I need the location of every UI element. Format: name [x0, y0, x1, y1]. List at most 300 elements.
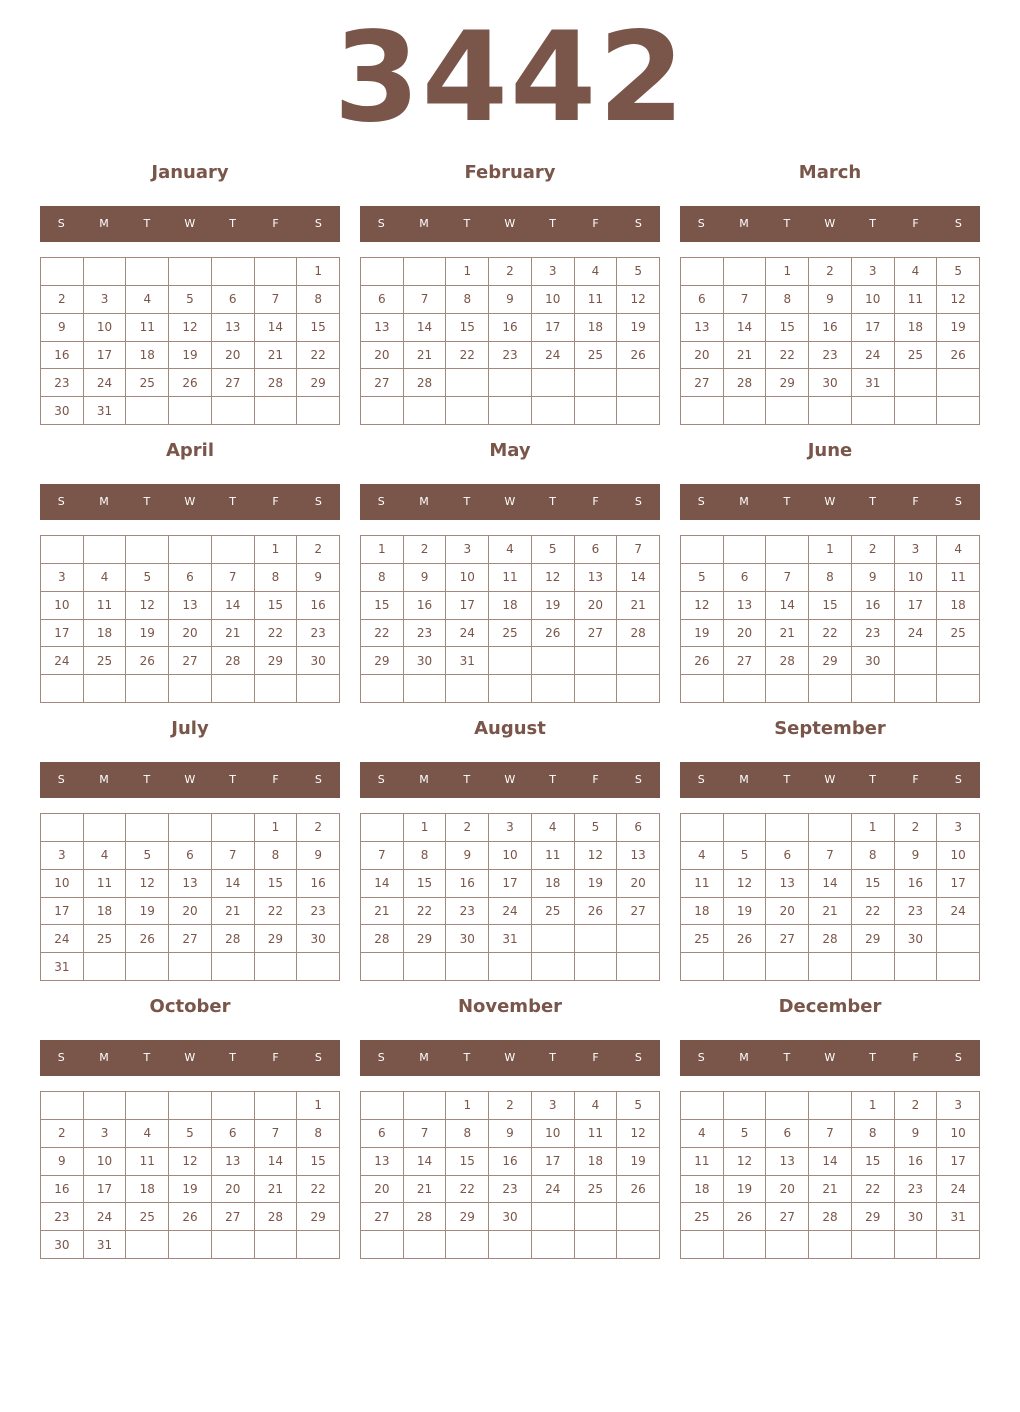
day-cell: 17	[84, 342, 127, 370]
day-cell: 3	[41, 564, 84, 592]
empty-day-cell	[169, 814, 212, 842]
day-cell: 13	[766, 870, 809, 898]
empty-day-cell	[126, 675, 169, 703]
day-cell: 10	[84, 314, 127, 342]
day-cell: 24	[852, 342, 895, 370]
empty-day-cell	[681, 397, 724, 425]
day-cell: 6	[169, 842, 212, 870]
day-cell: 27	[617, 898, 660, 926]
day-cell: 17	[937, 1148, 980, 1176]
weekday-label: M	[99, 773, 110, 786]
day-cell: 21	[212, 898, 255, 926]
weekday-label: F	[912, 495, 920, 508]
day-cell: 8	[255, 842, 298, 870]
day-cell: 18	[575, 1148, 618, 1176]
day-grid	[680, 535, 980, 703]
day-cell: 20	[575, 592, 618, 620]
day-cell: 12	[617, 1120, 660, 1148]
empty-day-cell	[297, 1231, 340, 1259]
day-cell: 20	[212, 1176, 255, 1204]
day-cell: 10	[84, 1148, 127, 1176]
empty-day-cell	[809, 1092, 852, 1120]
empty-day-cell	[937, 1231, 980, 1259]
empty-day-cell	[724, 953, 767, 981]
empty-day-cell	[937, 925, 980, 953]
day-cell: 9	[895, 842, 938, 870]
day-cell: 2	[404, 536, 447, 564]
day-cell: 1	[255, 536, 298, 564]
day-cell: 15	[766, 314, 809, 342]
day-cell: 3	[937, 1092, 980, 1120]
weekday-label: M	[419, 773, 430, 786]
weekday-header	[680, 1040, 980, 1076]
day-cell: 12	[126, 592, 169, 620]
weekday-label: M	[739, 495, 750, 508]
day-cell: 25	[575, 342, 618, 370]
day-grid	[360, 535, 660, 703]
day-cell: 10	[937, 842, 980, 870]
day-cell: 26	[532, 620, 575, 648]
day-cell: 18	[126, 342, 169, 370]
day-cell: 4	[84, 564, 127, 592]
weekday-header	[360, 1040, 660, 1076]
empty-day-cell	[212, 953, 255, 981]
empty-day-cell	[84, 814, 127, 842]
weekday-label: W	[504, 217, 516, 230]
day-cell: 30	[852, 647, 895, 675]
day-cell: 10	[41, 592, 84, 620]
weekday-label: T	[869, 217, 877, 230]
weekday-label: T	[463, 495, 471, 508]
month-name: October	[149, 996, 231, 1017]
day-cell: 17	[532, 1148, 575, 1176]
day-cell: 2	[446, 814, 489, 842]
day-grid	[40, 813, 340, 981]
empty-day-cell	[575, 369, 618, 397]
day-cell: 6	[212, 1120, 255, 1148]
weekday-label: W	[184, 217, 196, 230]
day-grid	[40, 257, 340, 425]
day-cell: 10	[895, 564, 938, 592]
empty-day-cell	[489, 675, 532, 703]
weekday-header	[680, 206, 980, 242]
day-cell: 22	[446, 342, 489, 370]
day-cell: 21	[255, 1176, 298, 1204]
weekday-label: W	[184, 1051, 196, 1064]
day-cell: 20	[361, 1176, 404, 1204]
month-name: June	[807, 440, 853, 461]
day-cell: 31	[84, 1231, 127, 1259]
weekday-label: T	[463, 1051, 471, 1064]
day-cell: 25	[532, 898, 575, 926]
day-cell: 16	[297, 870, 340, 898]
day-cell: 8	[361, 564, 404, 592]
day-cell: 13	[212, 314, 255, 342]
empty-day-cell	[532, 675, 575, 703]
day-cell: 6	[681, 286, 724, 314]
day-cell: 9	[41, 314, 84, 342]
empty-day-cell	[724, 675, 767, 703]
day-cell: 5	[575, 814, 618, 842]
day-cell: 19	[724, 898, 767, 926]
day-cell: 15	[297, 314, 340, 342]
empty-day-cell	[766, 953, 809, 981]
day-cell: 22	[404, 898, 447, 926]
weekday-label: T	[143, 773, 151, 786]
day-cell: 26	[126, 647, 169, 675]
day-cell: 8	[852, 1120, 895, 1148]
weekday-label: F	[272, 495, 280, 508]
day-cell: 31	[41, 953, 84, 981]
weekday-label: F	[272, 773, 280, 786]
day-cell: 17	[895, 592, 938, 620]
day-cell: 28	[255, 369, 298, 397]
day-cell: 9	[489, 286, 532, 314]
empty-day-cell	[126, 536, 169, 564]
day-cell: 10	[41, 870, 84, 898]
day-cell: 19	[169, 342, 212, 370]
year-title: 3442	[333, 6, 687, 150]
day-cell: 13	[169, 870, 212, 898]
weekday-label: S	[697, 773, 706, 786]
day-cell: 12	[532, 564, 575, 592]
empty-day-cell	[126, 258, 169, 286]
empty-day-cell	[766, 397, 809, 425]
empty-day-cell	[724, 1231, 767, 1259]
day-cell: 21	[212, 620, 255, 648]
day-cell: 28	[361, 925, 404, 953]
empty-day-cell	[575, 647, 618, 675]
empty-day-cell	[575, 925, 618, 953]
day-cell: 30	[41, 397, 84, 425]
day-cell: 2	[895, 1092, 938, 1120]
day-cell: 28	[724, 369, 767, 397]
day-cell: 23	[297, 620, 340, 648]
day-cell: 31	[446, 647, 489, 675]
day-cell: 23	[297, 898, 340, 926]
weekday-header	[360, 484, 660, 520]
day-cell: 10	[532, 1120, 575, 1148]
day-cell: 27	[766, 1203, 809, 1231]
weekday-label: T	[143, 217, 151, 230]
day-cell: 7	[809, 842, 852, 870]
day-cell: 17	[532, 314, 575, 342]
day-cell: 26	[937, 342, 980, 370]
day-cell: 24	[84, 369, 127, 397]
weekday-header	[40, 484, 340, 520]
empty-day-cell	[212, 675, 255, 703]
empty-day-cell	[575, 675, 618, 703]
day-grid	[40, 535, 340, 703]
day-cell: 4	[681, 842, 724, 870]
day-cell: 4	[532, 814, 575, 842]
empty-day-cell	[255, 258, 298, 286]
day-cell: 18	[895, 314, 938, 342]
empty-day-cell	[809, 814, 852, 842]
day-cell: 15	[446, 314, 489, 342]
day-cell: 8	[297, 286, 340, 314]
weekday-label: T	[869, 773, 877, 786]
day-cell: 5	[724, 842, 767, 870]
day-cell: 28	[617, 620, 660, 648]
day-cell: 2	[489, 258, 532, 286]
day-cell: 22	[361, 620, 404, 648]
day-cell: 2	[41, 286, 84, 314]
empty-day-cell	[895, 953, 938, 981]
day-cell: 29	[852, 925, 895, 953]
day-cell: 7	[809, 1120, 852, 1148]
day-cell: 17	[852, 314, 895, 342]
day-cell: 26	[724, 925, 767, 953]
day-cell: 16	[404, 592, 447, 620]
day-cell: 20	[766, 1176, 809, 1204]
day-cell: 25	[575, 1176, 618, 1204]
day-cell: 25	[84, 925, 127, 953]
empty-day-cell	[575, 1231, 618, 1259]
empty-day-cell	[575, 1203, 618, 1231]
empty-day-cell	[895, 1231, 938, 1259]
empty-day-cell	[937, 397, 980, 425]
weekday-label: T	[783, 773, 791, 786]
month-name: April	[165, 440, 215, 461]
month-name: July	[171, 718, 209, 739]
day-cell: 19	[937, 314, 980, 342]
day-cell: 3	[532, 1092, 575, 1120]
day-cell: 16	[297, 592, 340, 620]
empty-day-cell	[446, 1231, 489, 1259]
day-cell: 23	[489, 342, 532, 370]
day-cell: 12	[681, 592, 724, 620]
day-cell: 2	[809, 258, 852, 286]
day-cell: 5	[681, 564, 724, 592]
empty-day-cell	[212, 536, 255, 564]
empty-day-cell	[617, 397, 660, 425]
empty-day-cell	[361, 397, 404, 425]
month-name: May	[489, 440, 531, 461]
day-cell: 28	[404, 369, 447, 397]
day-cell: 16	[852, 592, 895, 620]
day-cell: 9	[404, 564, 447, 592]
empty-day-cell	[361, 258, 404, 286]
day-cell: 16	[489, 314, 532, 342]
weekday-label: S	[634, 1051, 643, 1064]
day-cell: 24	[41, 647, 84, 675]
day-cell: 22	[766, 342, 809, 370]
weekday-label: F	[592, 773, 600, 786]
day-cell: 7	[766, 564, 809, 592]
day-cell: 19	[681, 620, 724, 648]
day-cell: 25	[84, 647, 127, 675]
empty-day-cell	[681, 814, 724, 842]
empty-day-cell	[895, 369, 938, 397]
weekday-label: T	[549, 773, 557, 786]
day-cell: 1	[404, 814, 447, 842]
day-cell: 6	[361, 1120, 404, 1148]
day-cell: 11	[895, 286, 938, 314]
day-cell: 12	[724, 870, 767, 898]
weekday-label: W	[824, 495, 836, 508]
day-cell: 11	[84, 870, 127, 898]
day-cell: 9	[809, 286, 852, 314]
day-cell: 17	[446, 592, 489, 620]
weekday-label: S	[634, 773, 643, 786]
day-cell: 30	[297, 647, 340, 675]
weekday-label: W	[504, 1051, 516, 1064]
day-cell: 9	[489, 1120, 532, 1148]
weekday-label: T	[229, 495, 237, 508]
empty-day-cell	[255, 675, 298, 703]
day-cell: 30	[404, 647, 447, 675]
empty-day-cell	[681, 1092, 724, 1120]
day-grid	[360, 257, 660, 425]
empty-day-cell	[255, 1092, 298, 1120]
weekday-header	[680, 484, 980, 520]
day-cell: 24	[532, 342, 575, 370]
day-cell: 3	[937, 814, 980, 842]
day-cell: 18	[681, 1176, 724, 1204]
day-cell: 3	[446, 536, 489, 564]
day-cell: 14	[212, 870, 255, 898]
day-cell: 18	[532, 870, 575, 898]
day-cell: 21	[809, 898, 852, 926]
day-cell: 31	[852, 369, 895, 397]
month-name: November	[457, 996, 563, 1017]
empty-day-cell	[532, 953, 575, 981]
weekday-label: W	[824, 217, 836, 230]
day-cell: 29	[809, 647, 852, 675]
day-cell: 16	[41, 342, 84, 370]
weekday-label: S	[634, 495, 643, 508]
empty-day-cell	[724, 397, 767, 425]
empty-day-cell	[489, 369, 532, 397]
empty-day-cell	[489, 1231, 532, 1259]
empty-day-cell	[297, 953, 340, 981]
weekday-label: S	[314, 217, 323, 230]
day-cell: 31	[937, 1203, 980, 1231]
weekday-label: T	[549, 217, 557, 230]
day-cell: 1	[446, 1092, 489, 1120]
weekday-label: T	[783, 217, 791, 230]
weekday-label: M	[739, 1051, 750, 1064]
empty-day-cell	[169, 536, 212, 564]
day-cell: 7	[212, 564, 255, 592]
empty-day-cell	[937, 369, 980, 397]
day-cell: 10	[446, 564, 489, 592]
day-cell: 7	[212, 842, 255, 870]
empty-day-cell	[255, 397, 298, 425]
day-cell: 19	[617, 1148, 660, 1176]
day-cell: 24	[532, 1176, 575, 1204]
weekday-header	[40, 762, 340, 798]
day-cell: 20	[617, 870, 660, 898]
day-cell: 19	[575, 870, 618, 898]
empty-day-cell	[212, 397, 255, 425]
day-cell: 16	[895, 870, 938, 898]
empty-day-cell	[404, 1092, 447, 1120]
day-cell: 5	[169, 286, 212, 314]
day-cell: 3	[489, 814, 532, 842]
day-cell: 28	[212, 925, 255, 953]
empty-day-cell	[404, 675, 447, 703]
day-cell: 15	[852, 1148, 895, 1176]
day-cell: 5	[126, 564, 169, 592]
day-cell: 14	[809, 870, 852, 898]
day-cell: 16	[446, 870, 489, 898]
day-cell: 14	[255, 314, 298, 342]
empty-day-cell	[126, 1092, 169, 1120]
month-name: August	[474, 718, 546, 739]
empty-day-cell	[84, 1092, 127, 1120]
empty-day-cell	[617, 675, 660, 703]
empty-day-cell	[681, 675, 724, 703]
day-cell: 13	[361, 314, 404, 342]
day-cell: 24	[41, 925, 84, 953]
weekday-label: S	[954, 495, 963, 508]
day-cell: 24	[895, 620, 938, 648]
day-cell: 19	[169, 1176, 212, 1204]
empty-day-cell	[852, 675, 895, 703]
day-cell: 12	[617, 286, 660, 314]
day-cell: 1	[852, 814, 895, 842]
weekday-label: S	[314, 495, 323, 508]
day-cell: 20	[681, 342, 724, 370]
empty-day-cell	[126, 397, 169, 425]
day-cell: 22	[852, 898, 895, 926]
day-cell: 30	[41, 1231, 84, 1259]
day-cell: 8	[852, 842, 895, 870]
day-cell: 15	[446, 1148, 489, 1176]
weekday-label: S	[954, 1051, 963, 1064]
day-cell: 25	[937, 620, 980, 648]
day-cell: 21	[766, 620, 809, 648]
day-cell: 30	[895, 925, 938, 953]
day-cell: 14	[404, 1148, 447, 1176]
day-cell: 15	[404, 870, 447, 898]
month-name: March	[798, 162, 862, 183]
weekday-label: F	[272, 1051, 280, 1064]
weekday-header	[40, 1040, 340, 1076]
day-cell: 5	[617, 1092, 660, 1120]
empty-day-cell	[126, 953, 169, 981]
empty-day-cell	[84, 675, 127, 703]
weekday-label: M	[739, 773, 750, 786]
day-cell: 15	[297, 1148, 340, 1176]
day-cell: 18	[84, 898, 127, 926]
day-cell: 13	[575, 564, 618, 592]
weekday-label: S	[57, 495, 66, 508]
day-cell: 1	[766, 258, 809, 286]
day-cell: 9	[446, 842, 489, 870]
empty-day-cell	[532, 397, 575, 425]
day-cell: 15	[255, 592, 298, 620]
day-cell: 15	[809, 592, 852, 620]
weekday-label: M	[99, 495, 110, 508]
empty-day-cell	[255, 1231, 298, 1259]
weekday-label: S	[377, 495, 386, 508]
day-cell: 4	[681, 1120, 724, 1148]
day-cell: 11	[575, 1120, 618, 1148]
weekday-label: W	[824, 1051, 836, 1064]
day-cell: 4	[489, 536, 532, 564]
empty-day-cell	[681, 258, 724, 286]
day-cell: 26	[575, 898, 618, 926]
day-cell: 30	[809, 369, 852, 397]
day-cell: 29	[255, 647, 298, 675]
empty-day-cell	[532, 925, 575, 953]
day-cell: 29	[766, 369, 809, 397]
day-cell: 12	[575, 842, 618, 870]
day-cell: 10	[937, 1120, 980, 1148]
